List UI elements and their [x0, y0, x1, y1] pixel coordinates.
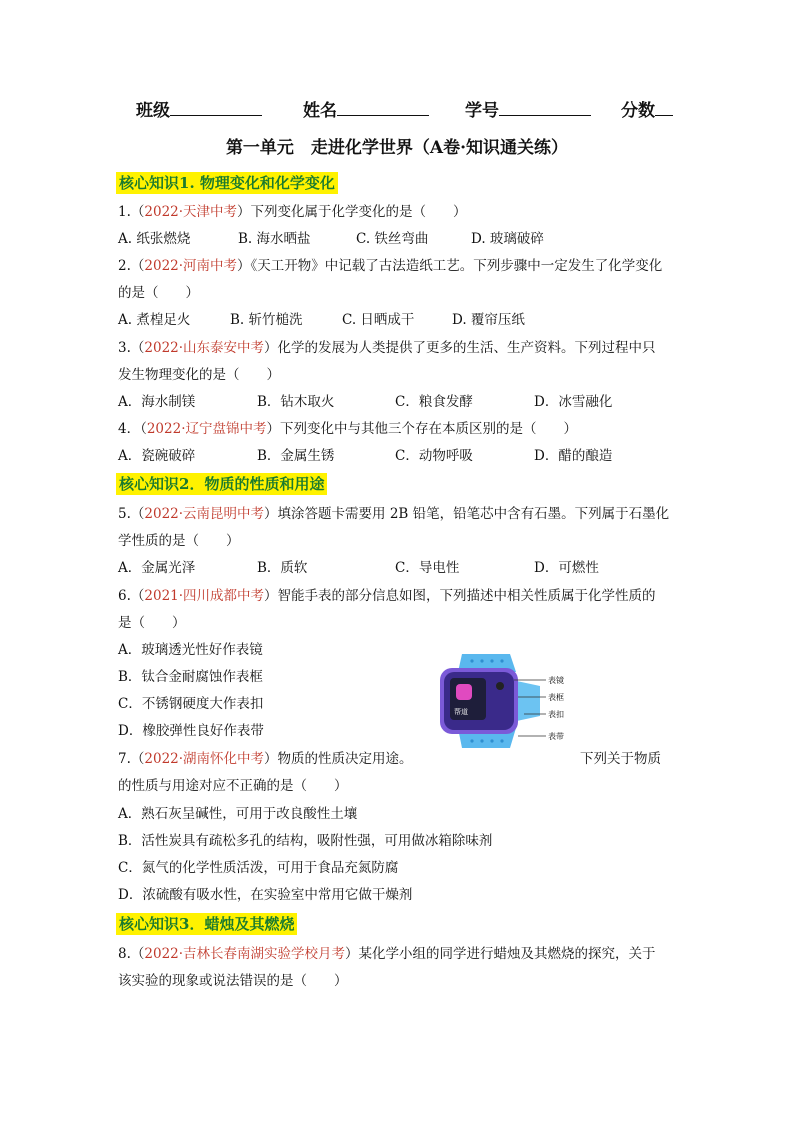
section-label: 核心知识 — [119, 915, 180, 933]
option-a: A．海水制镁 — [118, 394, 196, 410]
option-b: B．金属生锈 — [257, 448, 335, 464]
watch-screen-text: 帮道 — [454, 708, 468, 716]
class-label: 班级 — [136, 101, 170, 121]
option-c: C. 日晒成干 — [342, 312, 415, 328]
option-d: D. 覆帘压纸 — [452, 312, 525, 328]
option-c: C．不锈钢硬度大作表扣 — [118, 696, 264, 712]
id-field — [465, 96, 591, 121]
option-c: C．动物呼吸 — [395, 448, 473, 464]
option-d: D．浓硫酸有吸水性，在实验室中常用它做干燥剂 — [118, 887, 413, 903]
section-label: 核心知识 — [119, 174, 180, 192]
option-c: C．粮食发酵 — [395, 394, 473, 410]
question-source: 2022·辽宁盘锦中考 — [146, 421, 267, 437]
question-source: 2022·云南昆明中考 — [144, 506, 265, 522]
question-5-cont: 学性质的是（ ） — [118, 533, 240, 549]
question-7-right: 下列关于物质 — [580, 751, 661, 767]
option-b: B．钻木取火 — [257, 394, 335, 410]
question-6-cont: 是（ ） — [118, 615, 186, 631]
score-label: 分数 — [621, 101, 655, 121]
watch-camera — [496, 682, 504, 690]
option-a: A．熟石灰呈碱性，可用于改良酸性土壤 — [118, 806, 358, 822]
option-c: C．导电性 — [395, 560, 460, 576]
question-5: 5.（2022·云南昆明中考）填涂答题卡需要用 2B 铅笔，铅笔芯中含有石墨。下列属于石墨化 — [118, 506, 670, 522]
option-c: C. 铁丝弯曲 — [356, 231, 429, 247]
smart-watch-figure — [432, 652, 582, 750]
option-d: D. 玻璃破碎 — [471, 231, 544, 247]
question-2-cont: 的是（ ） — [118, 285, 199, 301]
question-source: 2022·吉林长春南湖实验学校月考 — [144, 946, 346, 962]
option-a: A. 煮楻足火 — [118, 312, 191, 328]
section-heading-3 — [116, 913, 297, 935]
option-c: C．氮气的化学性质活泼，可用于食品充氮防腐 — [118, 860, 399, 876]
question-8-cont: 该实验的现象或说法错误的是（ ） — [118, 973, 348, 989]
score-blank[interactable] — [655, 99, 673, 116]
watch-app-icon — [456, 684, 472, 700]
question-2: 2.（2022·河南中考）《天工开物》中记载了古法造纸工艺。下列步骤中一定发生了化学变化 — [118, 258, 663, 274]
section-text: 3．蜡烛及其燃烧 — [179, 915, 295, 933]
option-d: D．冰雪融化 — [534, 394, 613, 410]
option-d: D．可燃性 — [534, 560, 599, 576]
question-4: 4．（2022·辽宁盘锦中考）下列变化中与其他三个存在本质区别的是（ ） — [118, 421, 577, 437]
question-7: 7.（2022·湖南怀化中考）物质的性质决定用途。 — [118, 751, 413, 767]
question-7-cont: 的性质与用途对应不正确的是（ ） — [118, 778, 348, 794]
option-b: B．质软 — [257, 560, 308, 576]
option-b: B. 海水晒盐 — [238, 231, 311, 247]
option-b: B. 斩竹槌洗 — [230, 312, 303, 328]
option-d: D．醋的酿造 — [534, 448, 613, 464]
question-source: 2021·四川成都中考 — [144, 588, 265, 604]
id-blank[interactable] — [499, 99, 591, 116]
option-b: B．活性炭具有疏松多孔的结构，吸附性强，可用做冰箱除味剂 — [118, 833, 493, 849]
label-frame: 表框 — [548, 693, 564, 702]
question-3-cont: 发生物理变化的是（ ） — [118, 367, 280, 383]
section-heading-1 — [116, 172, 338, 194]
section-label: 核心知识 — [119, 475, 180, 493]
score-field — [621, 96, 673, 121]
label-lens: 表镜 — [548, 676, 564, 685]
option-a: A．瓷碗破碎 — [118, 448, 196, 464]
question-source: 2022·河南中考 — [144, 258, 238, 274]
name-label: 姓名 — [303, 101, 337, 121]
section-heading-2 — [116, 473, 327, 495]
name-blank[interactable] — [337, 99, 429, 116]
question-source: 2022·天津中考 — [144, 204, 238, 220]
question-8: 8.（2022·吉林长春南湖实验学校月考）某化学小组的同学进行蜡烛及其燃烧的探究，关于 — [118, 946, 656, 962]
label-strap: 表带 — [548, 732, 564, 741]
section-text: 1. 物理变化和化学变化 — [179, 174, 335, 192]
section-text: 2．物质的性质和用途 — [179, 475, 325, 493]
class-blank[interactable] — [170, 99, 262, 116]
question-6: 6.（2021·四川成都中考）智能手表的部分信息如图，下列描述中相关性质属于化学性质的 — [118, 588, 656, 604]
option-d: D．橡胶弹性良好作表带 — [118, 723, 264, 739]
id-label: 学号 — [465, 101, 499, 121]
question-source: 2022·山东泰安中考 — [144, 340, 265, 356]
page-title: 第一单元 走进化学世界（A卷·知识通关练） — [225, 138, 569, 158]
label-buckle: 表扣 — [548, 710, 564, 719]
option-b: B．钛合金耐腐蚀作表框 — [118, 669, 263, 685]
option-a: A．金属光泽 — [118, 560, 196, 576]
class-field — [136, 96, 262, 121]
question-1: 1.（2022·天津中考）下列变化属于化学变化的是（ ） — [118, 204, 467, 220]
name-field — [303, 96, 429, 121]
option-a: A. 纸张燃烧 — [118, 231, 191, 247]
question-source: 2022·湖南怀化中考 — [144, 751, 265, 767]
option-a: A．玻璃透光性好作表镜 — [118, 642, 263, 658]
question-3: 3.（2022·山东泰安中考）化学的发展为人类提供了更多的生活、生产资料。下列过程中只 — [118, 340, 656, 356]
